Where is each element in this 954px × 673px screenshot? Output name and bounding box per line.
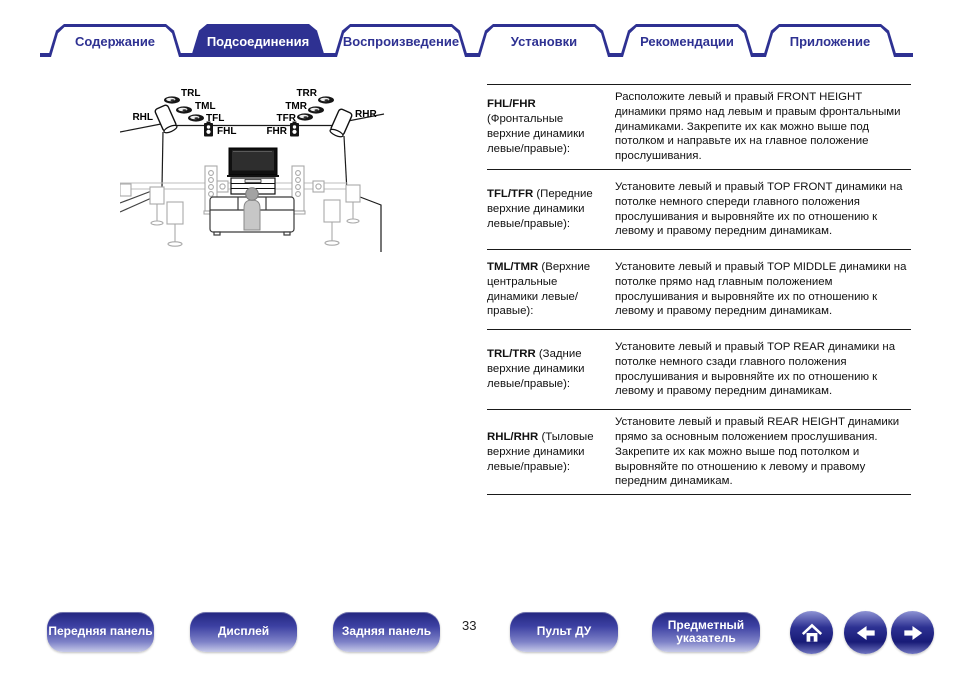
home-icon	[799, 620, 825, 646]
speaker-label: (Тыловые верхние динамики левые/правые):	[487, 430, 594, 473]
tab-label: Рекомендации	[640, 34, 734, 49]
speaker-code: TML/TMR	[487, 260, 539, 273]
back-button[interactable]	[844, 611, 887, 654]
desc-cell: Установите левый и правый REAR HEIGHT динамики прямо за основным положением прослушивания. Закрепите их как можно выше под потолком и выровняйте по отношению к левому и правому передним динамикам.	[615, 416, 900, 488]
diagram-label-rhl: RHL	[132, 112, 153, 123]
table-row	[487, 84, 911, 169]
diagram-label-rhr: RHR	[355, 109, 377, 120]
tab-settings[interactable]	[477, 24, 611, 57]
remote-control-button[interactable]	[510, 612, 618, 652]
diagram-label-trl: TRL	[181, 88, 201, 99]
speaker-label: (Передние верхние динамики левые/правые):	[487, 188, 593, 231]
tab-label: Установки	[510, 34, 578, 49]
tab-label: Приложение	[789, 34, 871, 49]
diagram-label-tml: TML	[195, 101, 216, 112]
tab-tips[interactable]	[620, 24, 754, 57]
desc-cell: Установите левый и правый TOP MIDDLE динамики на потолке прямо над главным положением прослушивания и выровняйте их по отношению к левому и правому передним динамикам.	[615, 260, 907, 318]
diagram-label-tmr: TMR	[285, 101, 307, 112]
speaker-layout-diagram	[120, 80, 450, 272]
display-button[interactable]	[190, 612, 297, 652]
desc-cell: Установите левый и правый TOP FRONT динамики на потолке немного спереди главного положения прослушивания и выровняйте их по отношению к левому и правому передним динамикам.	[615, 180, 903, 238]
listener	[244, 188, 260, 230]
table-row	[487, 249, 911, 329]
term-cell	[487, 341, 613, 397]
front-panel-button[interactable]	[47, 612, 154, 652]
tab-label: Воспроизведение	[342, 34, 460, 49]
arrow-right-icon	[900, 620, 926, 646]
term-cell	[487, 424, 613, 480]
home-button[interactable]	[790, 611, 833, 654]
term-cell	[487, 91, 613, 162]
page-number: 33	[462, 618, 477, 633]
rear-panel-button[interactable]	[333, 612, 440, 652]
tab-contents[interactable]	[48, 24, 182, 57]
speaker-label: (Верхние центральные динамики левые/ правые):	[487, 260, 591, 318]
ceiling-speakers	[164, 96, 334, 121]
tab-label: Содержание	[74, 34, 156, 49]
term-cell	[487, 181, 613, 237]
tab-connections[interactable]	[191, 24, 325, 57]
table-row	[487, 329, 911, 409]
tab-label: Подсоединения	[206, 34, 310, 49]
tab-appendix[interactable]	[763, 24, 897, 57]
table-row	[487, 169, 911, 249]
speaker-code: TRL/TRR	[487, 348, 536, 361]
arrow-left-icon	[853, 620, 879, 646]
display-button-label: Дисплей	[217, 624, 270, 639]
diagram-label-tfr: TFR	[276, 113, 296, 124]
speaker-code: TFL/TFR	[487, 188, 534, 201]
diagram-label-fhr: FHR	[266, 126, 287, 137]
rear-panel-button-label: Задняя панель	[341, 624, 432, 639]
speaker-code: FHL/FHR	[487, 98, 536, 111]
speaker-label: (Фронтальные верхние динамики левые/правые):	[487, 113, 585, 155]
tv-and-rack	[227, 148, 279, 194]
diagram-label-trr: TRR	[296, 88, 317, 99]
tab-bar	[40, 24, 913, 57]
tab-playback[interactable]	[334, 24, 468, 57]
index-button-label: Предметный указатель	[667, 617, 745, 645]
front-panel-button-label: Передняя панель	[48, 624, 153, 639]
speaker-label: (Задние верхние динамики левые/правые):	[487, 348, 585, 391]
diagram-label-tfl: TFL	[206, 113, 225, 124]
remote-control-button-label: Пульт ДУ	[536, 624, 592, 639]
forward-button[interactable]	[891, 611, 934, 654]
table-row	[487, 409, 911, 495]
speaker-code: RHL/RHR	[487, 430, 539, 443]
diagram-label-fhl: FHL	[217, 126, 237, 137]
speaker-placement-table	[487, 84, 911, 495]
desc-cell: Расположите левый и правый FRONT HEIGHT динамики прямо над левым и правым фронтальными динамиками. Закрепите их как можно выше под потолком и направьте их на главное положение прослушивания.	[615, 91, 901, 163]
term-cell	[487, 254, 613, 325]
desc-cell: Установите левый и правый TOP REAR динамики на потолке немного сзади главного положения прослушивания и выровняйте их по отношению к левому и правому передним динамикам.	[615, 340, 896, 398]
index-button[interactable]	[652, 612, 760, 652]
